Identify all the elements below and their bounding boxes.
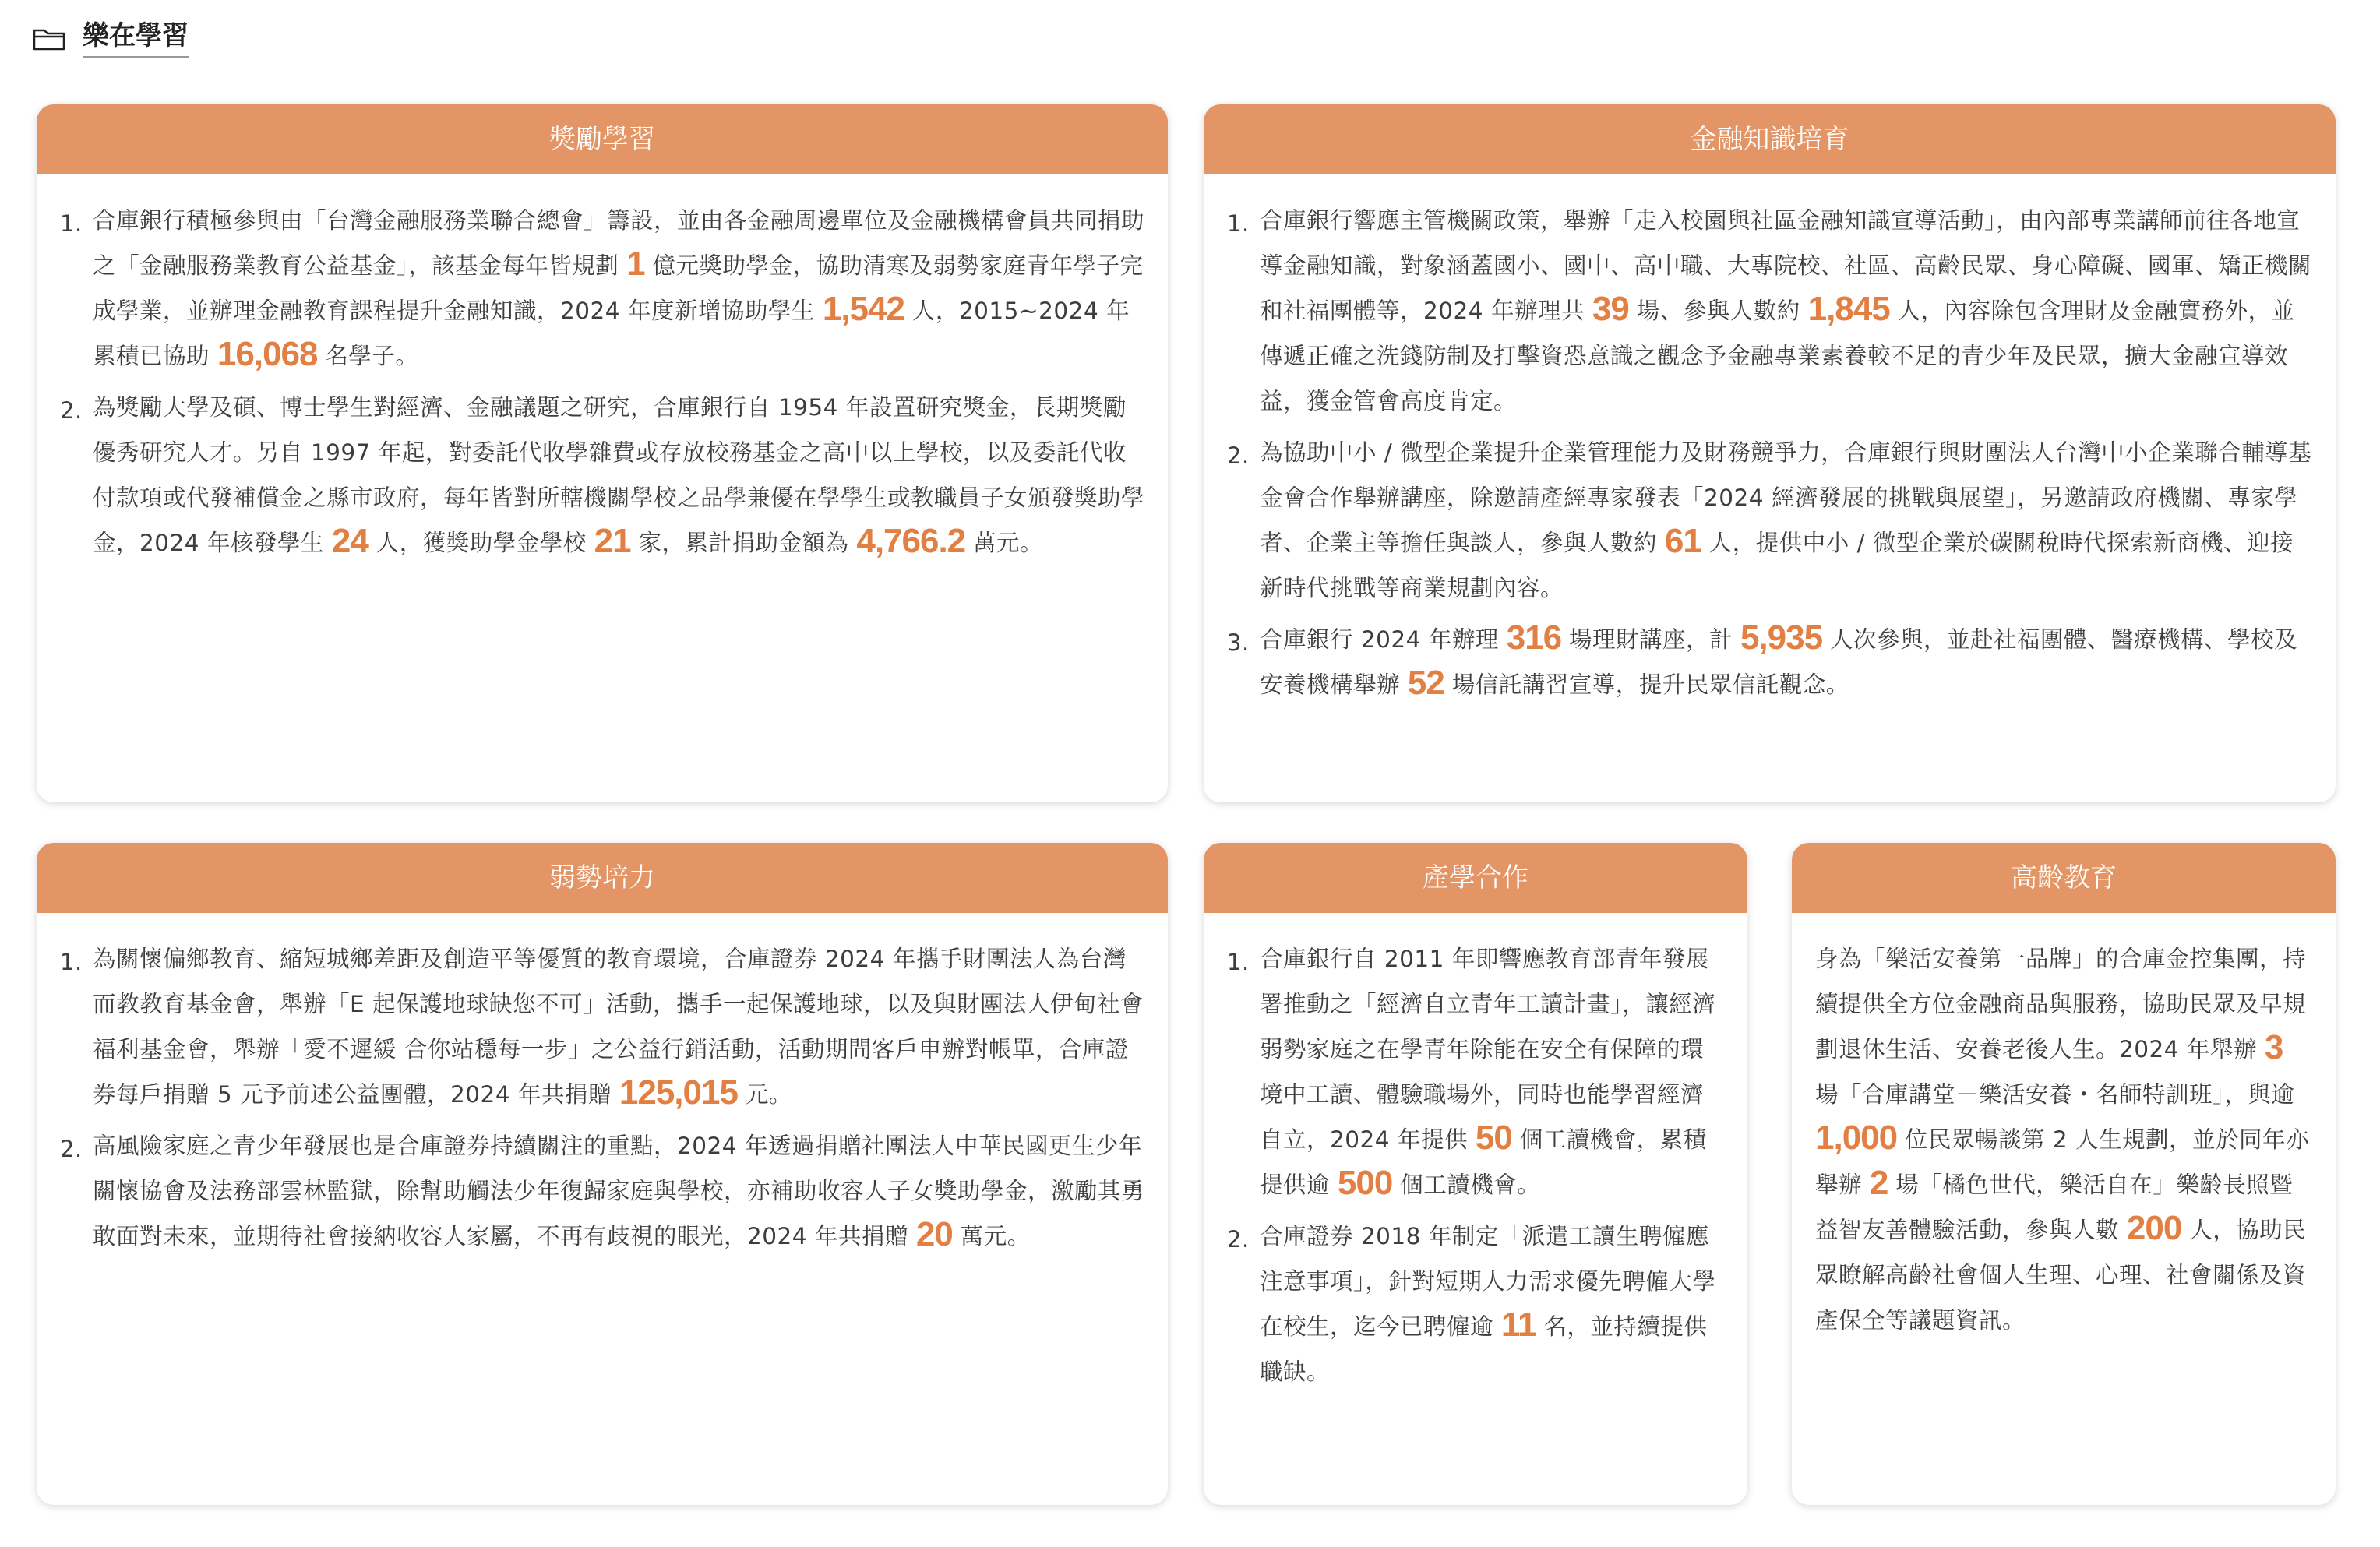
item-text: 人，內容除包含理財及金融實務外，並傳遞正確之洗錢防制及打擊資恐意識之觀念予金融專業素養較不足的青少年及民眾，擴大金融宣導效益，獲金管會高度肯定。 xyxy=(1260,298,2295,414)
item-number: 2. xyxy=(1227,442,1250,469)
item-number: 1. xyxy=(1227,210,1250,237)
highlight-number: 125,015 xyxy=(619,1073,738,1112)
item-text: 場、參與人數約 xyxy=(1636,298,1800,324)
item-text: 為獎勵大學及碩、博士學生對經濟、金融議題之研究，合庫銀行自 1954 年設置研究獎金，長期獎勵優秀研究人才。另自 1997 年起，對委託代收學雜費或存放校務基金之高中以上學校，以及委託代收付款項或代發補償金之縣市政府，每年皆對所轄機關學校之品學兼優在學學生或教職員子女頒發獎助學金，2024 年核發學生 xyxy=(93,394,1145,556)
highlight-number: 39 xyxy=(1592,290,1629,328)
page-header xyxy=(33,20,189,58)
item-text: 身為「樂活安養第一品牌」的合庫金控集團，持續提供全方位金融商品與服務，協助民眾及早規劃退休生活、安養老後人生。2024 年舉辦 xyxy=(1815,946,2307,1062)
list-item xyxy=(60,1123,1144,1259)
item-number: 2. xyxy=(60,1136,83,1162)
highlight-number: 316 xyxy=(1506,618,1562,657)
highlight-number: 3 xyxy=(2264,1028,2283,1066)
item-text: 為協助中小 / 微型企業提升企業管理能力及財務競爭力，合庫銀行與財團法人台灣中小企業聯合輔導基金會合作舉辦講座，除邀請產經專家發表「2024 經濟發展的挑戰與展望」，另邀請政府機關、專家學者、企業主等擔任與談人，參與人數約 xyxy=(1260,439,2312,556)
item-text: 場理財講座，計 xyxy=(1569,626,1733,653)
item-text: 個工讀機會。 xyxy=(1400,1172,1541,1198)
item-text: 為關懷偏鄉教育、縮短城鄉差距及創造平等優質的教育環境，合庫證券 2024 年攜手財團法人為台灣而教教育基金會，舉辦「E 起保護地球缺您不可」活動，攜手一起保護地球，以及與財團法人伊甸社會福利基金會，舉辦「愛不遲緩 合你站穩每一步」之公益行銷活動，活動期間客戶申辦對帳單，合庫證券每戶捐贈 5 元予前述公益團體，2024 年共捐贈 xyxy=(93,946,1144,1108)
card-header: 獎勵學習 xyxy=(37,104,1168,174)
highlight-number: 52 xyxy=(1407,664,1444,702)
highlight-number: 1,542 xyxy=(822,290,904,328)
highlight-number: 200 xyxy=(2126,1209,2182,1247)
item-text: 人，提供中小 / 微型企業於碳關稅時代探索新商機、迎接新時代挑戰等商業規劃內容。 xyxy=(1260,530,2294,601)
item-text: 場信託講習宣導，提升民眾信託觀念。 xyxy=(1451,671,1849,698)
card-senior-education xyxy=(1792,843,2336,1505)
paragraph xyxy=(1815,936,2312,1343)
item-text: 人，2015~2024 年累積已協助 xyxy=(93,298,1130,369)
item-text: 合庫證券 2018 年制定「派遣工讀生聘僱應注意事項」，針對短期人力需求優先聘僱大學在校生，迄今已聘僱逾 xyxy=(1260,1223,1716,1340)
folder-icon xyxy=(33,27,65,51)
card-body xyxy=(37,174,1168,566)
card-body xyxy=(1204,174,2336,707)
card-header: 弱勢培力 xyxy=(37,843,1168,913)
item-number: 1. xyxy=(60,949,83,975)
highlight-number: 20 xyxy=(915,1215,953,1253)
list-item xyxy=(1227,1214,1724,1394)
item-number: 3. xyxy=(1227,629,1250,656)
item-text: 合庫銀行 2024 年辦理 xyxy=(1260,626,1499,653)
card-industry-academia xyxy=(1204,843,1747,1505)
highlight-number: 24 xyxy=(331,522,368,560)
card-header: 高齡教育 xyxy=(1792,843,2336,913)
highlight-number: 11 xyxy=(1500,1306,1536,1344)
card-disadvantaged-empowerment xyxy=(37,843,1168,1505)
item-text: 合庫銀行響應主管機關政策，舉辦「走入校園與社區金融知識宣導活動」，由內部專業講師前往各地宣導金融知識，對象涵蓋國小、國中、高中職、大專院校、社區、高齡民眾、身心障礙、國軍、矯正機關和社福團體等，2024 年辦理共 xyxy=(1260,207,2312,324)
item-text: 人，獲獎助學金學校 xyxy=(376,530,587,556)
list-item xyxy=(1227,198,2312,424)
card-body xyxy=(1792,913,2336,1343)
item-text: 人，協助民眾瞭解高齡社會個人生理、心理、社會關係及資產保全等議題資訊。 xyxy=(1815,1217,2307,1334)
item-text: 人次參與，並赴社福團體、醫療機構、學校及安養機構舉辦 xyxy=(1260,626,2297,698)
highlight-number: 21 xyxy=(594,522,631,560)
item-text: 家，累計捐助金額為 xyxy=(638,530,849,556)
item-list xyxy=(1227,936,1724,1394)
highlight-number: 4,766.2 xyxy=(856,522,966,560)
item-text: 位民眾暢談第 2 人生規劃，並於同年亦舉辦 xyxy=(1815,1126,2310,1198)
highlight-number: 5,935 xyxy=(1740,618,1823,657)
item-text: 合庫銀行積極參與由「台灣金融服務業聯合總會」籌設，並由各金融周邊單位及金融機構會員共同捐助之「金融服務業教育公益基金」，該基金每年皆規劃 xyxy=(93,207,1145,279)
item-list xyxy=(60,198,1144,566)
item-text: 合庫銀行自 2011 年即響應教育部青年發展署推動之「經濟自立青年工讀計畫」，讓經濟弱勢家庭之在學青年除能在安全有保障的環境中工讀、體驗職場外，同時也能學習經濟自立，2024 年提供 xyxy=(1260,946,1716,1153)
card-body xyxy=(1204,913,1747,1394)
card-financial-knowledge xyxy=(1204,104,2336,802)
highlight-number: 61 xyxy=(1664,522,1701,560)
item-text: 名學子。 xyxy=(325,343,419,369)
highlight-number: 1,845 xyxy=(1807,290,1890,328)
item-text: 萬元。 xyxy=(973,530,1044,556)
list-item xyxy=(60,198,1144,379)
list-item xyxy=(60,385,1144,566)
card-header: 金融知識培育 xyxy=(1204,104,2336,174)
list-item xyxy=(1227,430,2312,611)
item-text: 元。 xyxy=(745,1081,792,1108)
item-list xyxy=(1227,198,2312,707)
highlight-number: 50 xyxy=(1475,1119,1512,1157)
item-number: 2. xyxy=(60,397,83,424)
item-number: 1. xyxy=(60,210,83,237)
item-text: 高風險家庭之青少年發展也是合庫證券持續關注的重點，2024 年透過捐贈社團法人中華民國更生少年關懷協會及法務部雲林監獄，除幫助觸法少年復歸家庭與學校，亦補助收容人子女獎助學金，激勵其勇敢面對未來，並期待社會接納收容人家屬，不再有歧視的眼光，2024 年共捐贈 xyxy=(93,1133,1145,1249)
item-number: 2. xyxy=(1227,1226,1250,1253)
page-title: 樂在學習 xyxy=(83,20,189,58)
highlight-number: 16,068 xyxy=(217,335,318,373)
list-item xyxy=(60,936,1144,1117)
card-header: 產學合作 xyxy=(1204,843,1747,913)
card-reward-learning xyxy=(37,104,1168,802)
item-text: 名，並持續提供職缺。 xyxy=(1260,1313,1708,1385)
list-item xyxy=(1227,936,1724,1207)
highlight-number: 500 xyxy=(1337,1164,1393,1202)
highlight-number: 2 xyxy=(1869,1164,1888,1202)
card-body xyxy=(37,913,1168,1259)
highlight-number: 1,000 xyxy=(1815,1119,1898,1157)
list-item xyxy=(1227,617,2312,707)
item-text: 億元獎助學金，協助清寒及弱勢家庭青年學子完成學業，並辦理金融教育課程提升金融知識，2024 年度新增協助學生 xyxy=(93,252,1144,324)
item-number: 1. xyxy=(1227,949,1250,975)
item-text: 場「合庫講堂－樂活安養・名師特訓班」，與逾 xyxy=(1815,1081,2295,1108)
item-text: 場「橘色世代，樂活自在」樂齡長照暨益智友善體驗活動，參與人數 xyxy=(1815,1172,2294,1243)
item-list xyxy=(60,936,1144,1259)
highlight-number: 1 xyxy=(626,245,645,283)
item-text: 萬元。 xyxy=(960,1223,1031,1249)
item-text: 個工讀機會，累積提供逾 xyxy=(1260,1126,1707,1198)
